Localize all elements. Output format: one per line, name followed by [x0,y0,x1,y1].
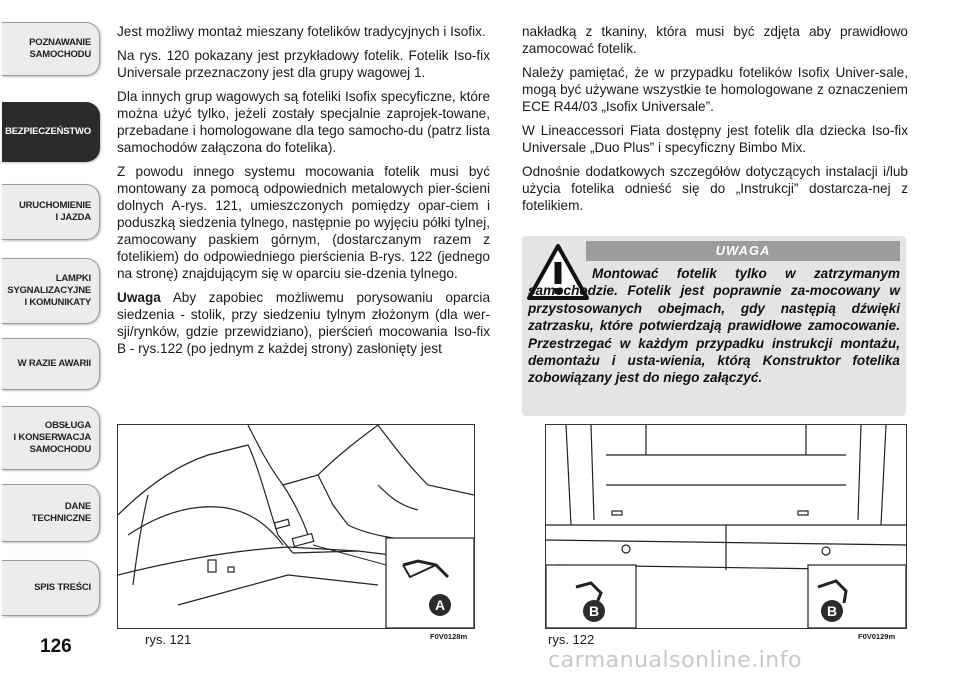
tab-w-razie-awarii[interactable]: W RAZIE AWARII [2,338,100,390]
tab-obsluga-i-konserwacja[interactable]: OBSŁUGA I KONSERWACJA SAMOCHODU [2,406,100,470]
note-label: Uwaga [117,290,161,305]
seat-anchor-illustration [118,425,474,628]
tab-poznawanie-samochodu[interactable]: POZNAWANIE SAMOCHODU [2,22,100,76]
watermark: carmanualsonline.info [548,648,802,673]
figure-121-isofix-lower-anchors [117,424,475,629]
paragraph: Odnośnie dodatkowych szczegółów dotyczących instalacji i/lub użycia fotelika odnieść się do „Instrukcji” dostarcza-nej z fotelikiem. [522,164,908,213]
tab-bezpieczenstwo[interactable]: BEZPIECZEŃSTWO [2,102,100,162]
paragraph: Należy pamiętać, że w przypadku fotelików Isofix Univer-sale, mogą być używane wszystkie te homologowane z oznaczeniem ECE R44/03 „Isofix Universale”. [522,65,908,114]
paragraph: Na rys. 120 pokazany jest przykładowy fotelik. Fotelik Iso-fix Universale przeznaczony jest dla grupy wagowej 1. [117,48,490,80]
tab-uruchomienie-i-jazda[interactable]: URUCHOMIENIE I JAZDA [2,184,100,240]
warning-text: Montować fotelik tylko w zatrzymanym samochodzie. Fotelik jest poprawnie za-mocowany w przystosowanych obejmach, gdy następią dźwięki zatrzasku, które potwierdzają prawidłowe zamocowanie. Przestrzegać w każdym przypadku instrukcji montażu, demontażu i usta-wienia, którą Konstruktor fotelika zobowiązany jest do niego załączyć. [528,266,900,386]
figure-122-caption: rys. 122 [548,632,595,647]
marker-b-left: B [588,603,600,619]
marker-a: A [434,597,446,613]
paragraph: nakładką z tkaniny, która musi być zdjęta aby prawidłowo zamocować fotelik. [522,24,908,56]
tab-spis-tresci[interactable]: SPIS TREŚCI [2,560,100,616]
rear-seat-ring-illustration [546,425,906,628]
figure-122-code: F0V0129m [858,632,896,641]
paragraph: W Lineaccessori Fiata dostępny jest fotelik dla dziecka Iso-fix Universale „Duo Plus” i specyficzny Bimbo Mix. [522,123,908,155]
section-sidebar [0,0,106,677]
figure-122-isofix-upper-rings [545,424,907,629]
warning-box [522,236,906,416]
page-number: 126 [40,636,72,657]
note-text: Aby zapobiec możliwemu porysowaniu oparcia siedzenia - stolik, przy siedzeniu tylnym złożonym (dla wer-sji/rynków, gdzie przewidziano), pierścień mocowania Iso-fix B - rys.122 (po jednym z każdej strony) zasłonięty jest [117,290,490,356]
paragraph: Z powodu innego systemu mocowania fotelik musi być montowany za pomocą odpowiednich metalowych pier-ścieni dolnych A-rys. 121, umieszczonych pomiędzy opar-ciem i poduszką siedzenia tylnego, następnie po wyjęciu półki tylnej, zamocowany paskiem górnym, (dostarczanym razem z fotelikiem) do odpowiedniego pierścienia B-rys. 122 (jednego na stronę) znajdującym się w oparciu sie-dzenia tylnego. [117,164,490,281]
tab-dane-techniczne[interactable]: DANE TECHNICZNE [2,484,100,542]
paragraph: Jest możliwy montaż mieszany fotelików tradycyjnych i Isofix. [117,24,486,39]
figure-121-code: F0V0128m [430,632,468,641]
note-paragraph [117,289,490,357]
tab-lampki-sygnalizacyjne[interactable]: LAMPKI SYGNALIZACYJNE I KOMUNIKATY [2,258,100,324]
marker-b-right: B [826,603,838,619]
left-text-column [117,23,490,364]
paragraph: Dla innych grup wagowych są foteliki Isofix specyficzne, które można użyć tylko, jeżeli zostały specjalnie zaprojek-towane, przebadane i homologowane dla tego samocho-du (patrz lista samochodów załączona do fotelika). [117,89,490,155]
figure-121-caption: rys. 121 [145,632,192,647]
warning-title: UWAGA [586,241,900,261]
right-text-column [522,23,908,221]
